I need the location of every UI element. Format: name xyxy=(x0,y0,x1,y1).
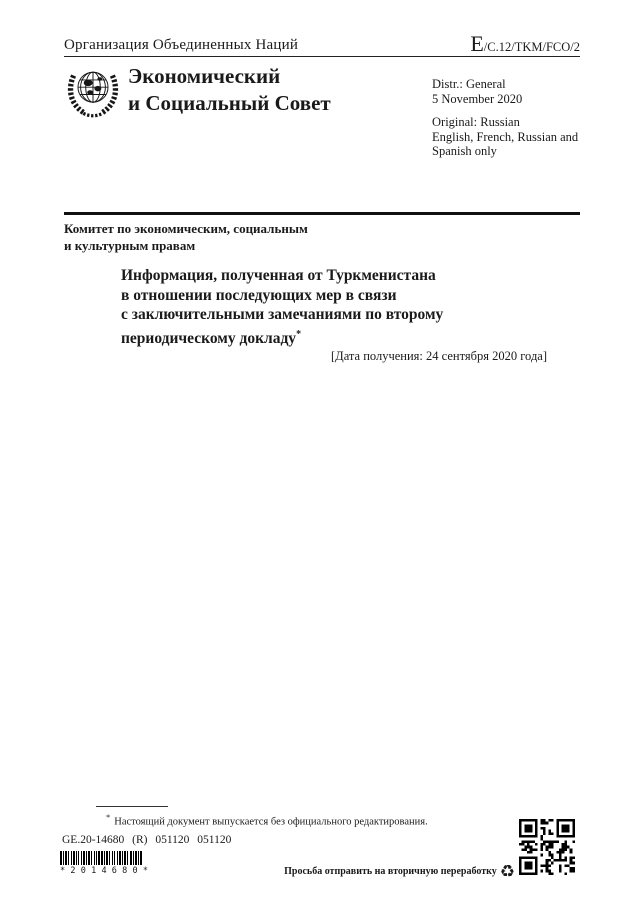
committee-line2: и культурным правам xyxy=(64,237,196,253)
footnote-text: Настоящий документ выпускается без официального редактирования. xyxy=(114,816,428,828)
title-footnote-marker: * xyxy=(296,328,302,340)
council-title-line2: и Социальный Совет xyxy=(128,91,331,115)
distr-date: 5 November 2020 xyxy=(432,91,523,106)
title-line3: с заключительными замечаниями по второму xyxy=(121,306,444,323)
footnote-rule xyxy=(96,806,168,807)
recycle-notice xyxy=(284,863,515,880)
barcode xyxy=(60,851,146,865)
date-received: [Дата получения: 24 сентября 2020 года] xyxy=(331,349,548,363)
section-divider-rule xyxy=(64,212,580,215)
distribution-info xyxy=(432,77,578,159)
header-rule xyxy=(64,56,580,57)
title-line1: Информация, полученная от Туркменистана xyxy=(121,267,436,284)
committee-name xyxy=(64,221,308,254)
footnote xyxy=(106,812,428,828)
languages-line1: English, French, Russian and xyxy=(432,129,579,144)
recycle-text: Просьба отправить на вторичную переработку xyxy=(284,866,497,877)
document-symbol-suffix: /C.12/TKM/FCO/2 xyxy=(483,40,580,54)
languages-line2: Spanish only xyxy=(432,144,497,158)
document-title xyxy=(121,266,541,348)
footnote-marker: * xyxy=(106,812,111,822)
distr-line: Distr.: General xyxy=(432,77,506,91)
council-title xyxy=(128,63,331,117)
document-symbol-prefix: E xyxy=(470,31,484,56)
council-title-line1: Экономический xyxy=(128,64,281,88)
title-line4: периодическому докладу* xyxy=(121,328,302,347)
original-language: Original: Russian xyxy=(432,115,520,129)
recycle-icon: ♻ xyxy=(499,862,515,881)
un-organization-name: Организация Объединенных Наций xyxy=(64,37,299,53)
ge-document-number: GE.20-14680 (R) 051120 051120 xyxy=(62,834,232,846)
un-emblem-icon xyxy=(62,62,124,124)
qr-code xyxy=(519,819,575,875)
barcode-text: * 2 0 1 4 6 8 0 * xyxy=(60,866,148,876)
title-line2: в отношении последующих мер в связи xyxy=(121,286,397,304)
committee-line1: Комитет по экономическим, социальным xyxy=(64,221,308,236)
document-symbol xyxy=(470,31,580,57)
